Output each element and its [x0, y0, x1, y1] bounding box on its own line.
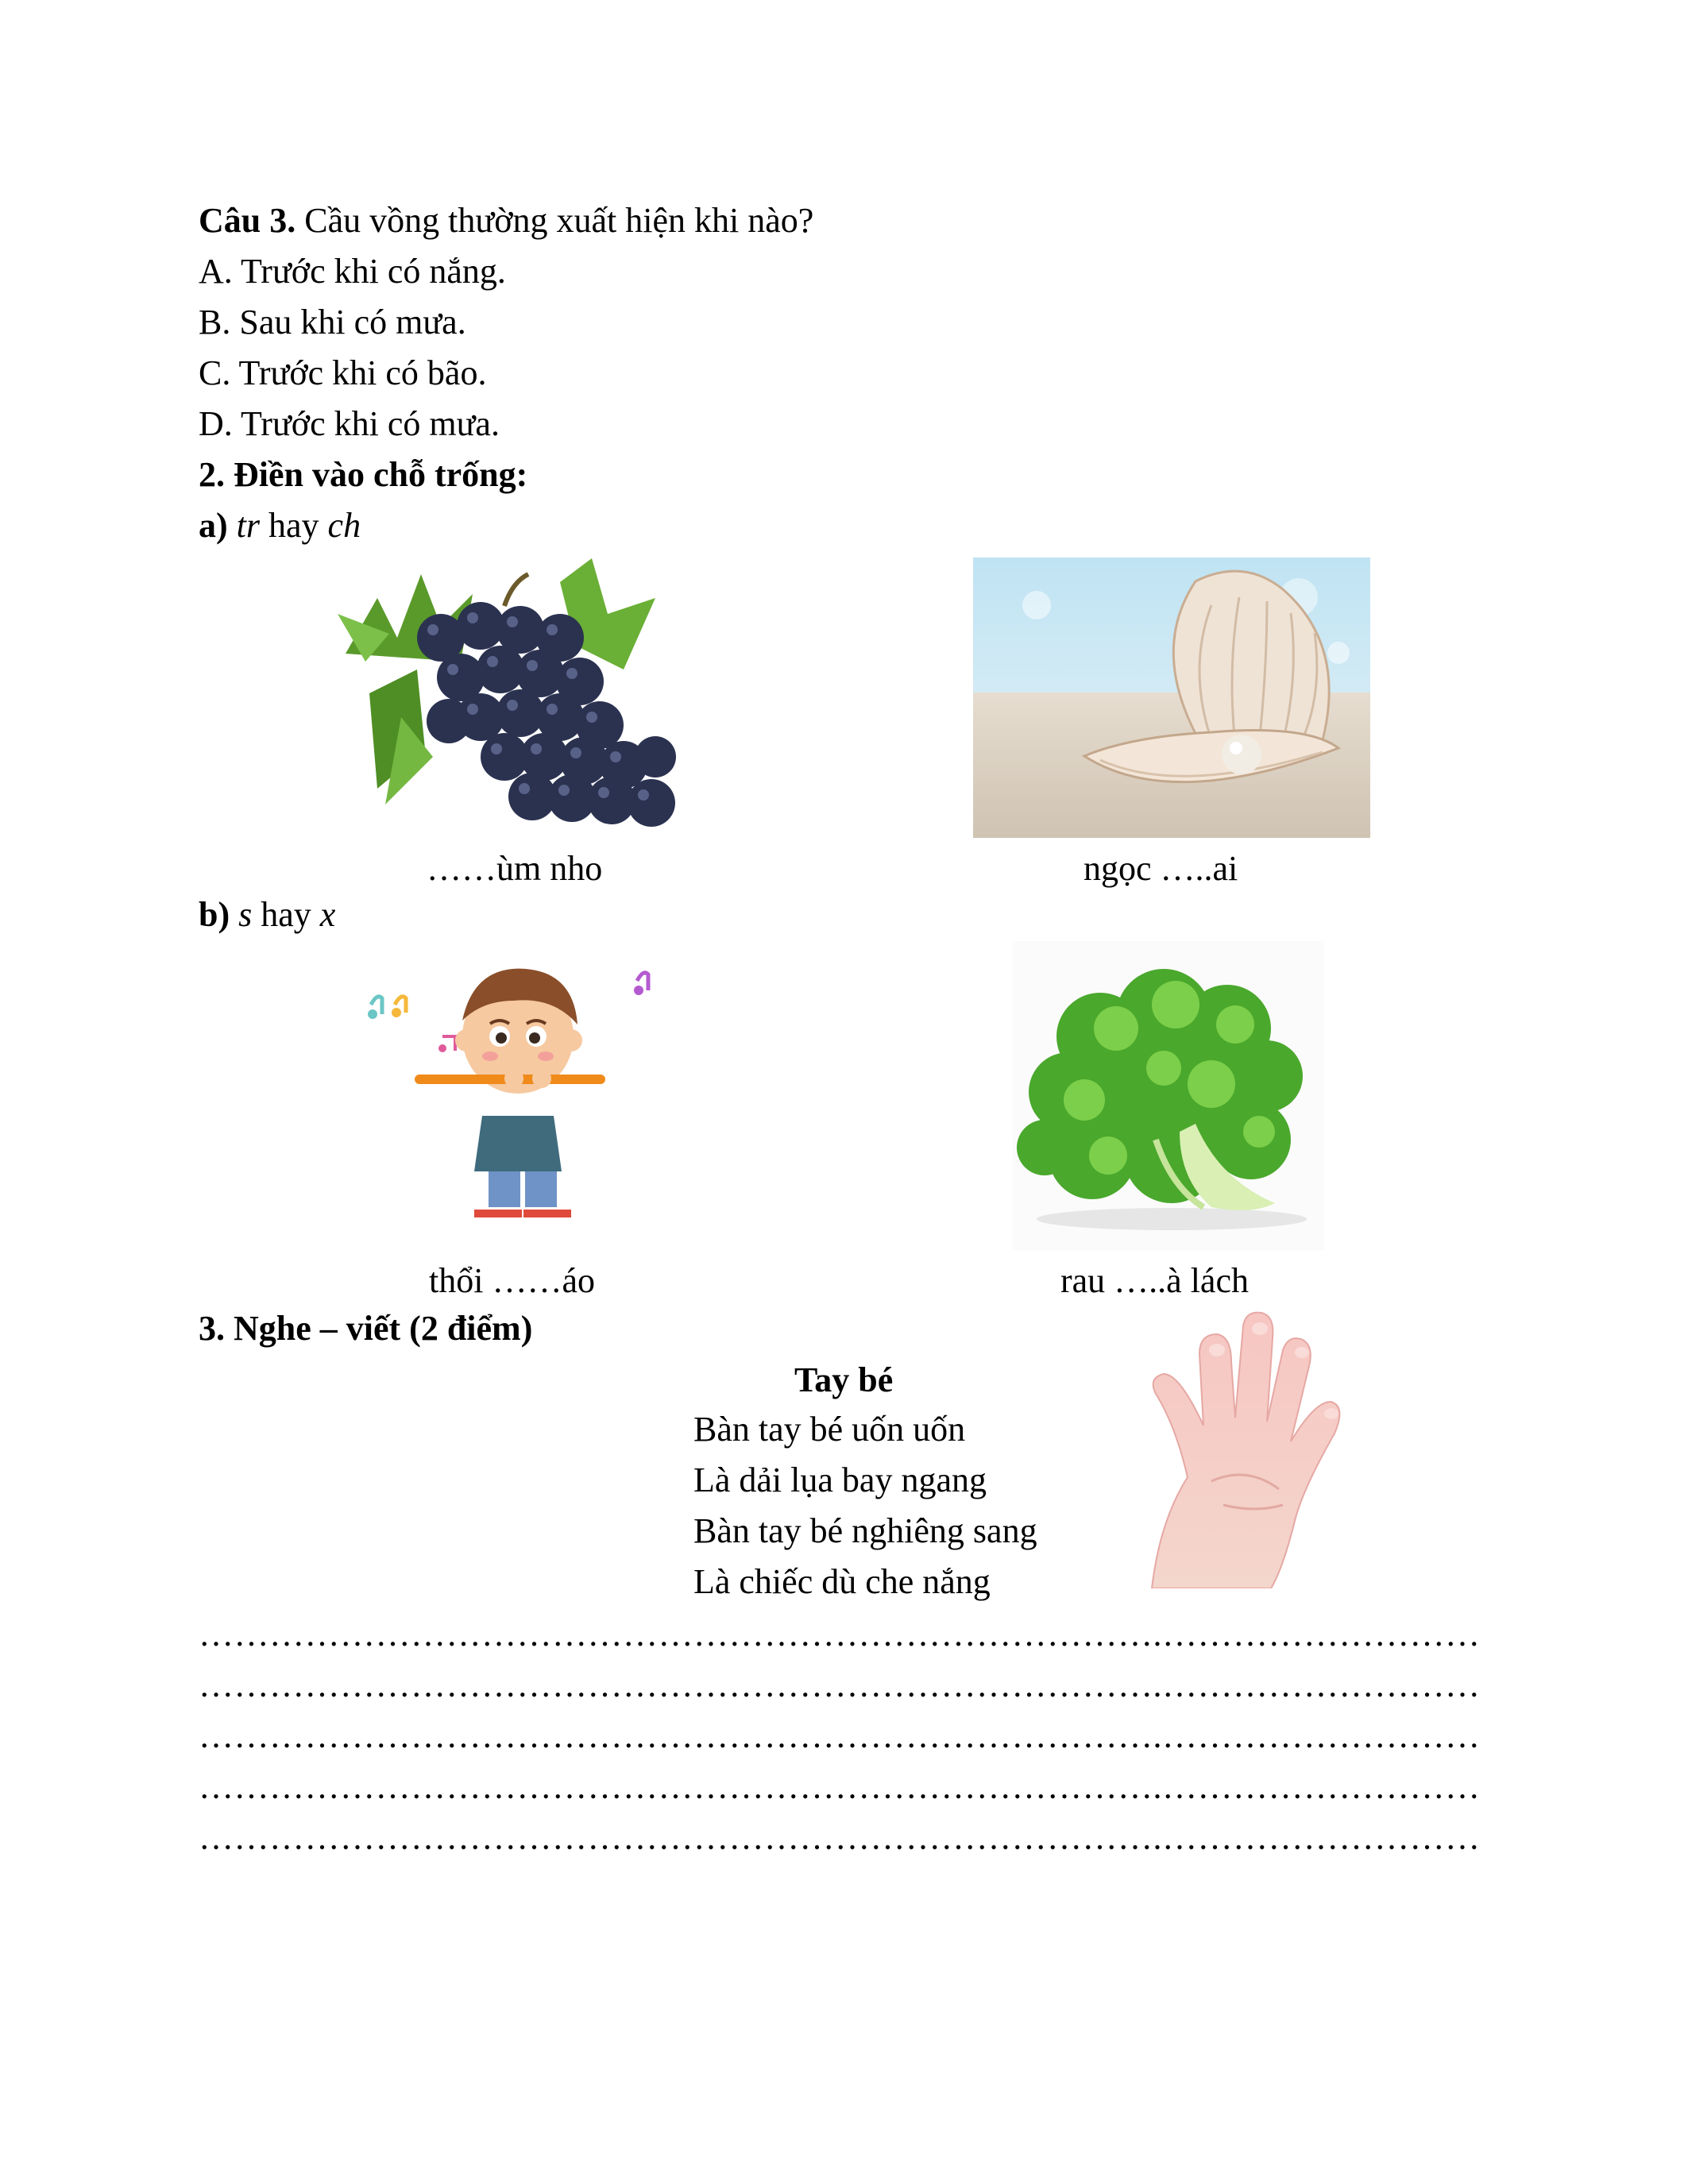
poem-line-2: Là dải lụa bay ngang	[693, 1461, 987, 1499]
boy-flute-image	[355, 957, 669, 1219]
poem-line-1: Bàn tay bé uốn uốn	[693, 1410, 966, 1449]
pearl-shell-image	[973, 558, 1370, 838]
writing-line-4: ……………………………………………………………………….………………………	[199, 1767, 1481, 1806]
part-b-opt2: x	[319, 895, 336, 934]
caption-boy: thổi ……áo	[429, 1261, 595, 1300]
writing-line-5: ……………………………………………………………………….………………………	[199, 1818, 1481, 1857]
part-a-mid: hay	[260, 506, 328, 545]
part-b-heading	[199, 893, 335, 937]
part-b-opt1: s	[238, 895, 253, 934]
part-a-label: a)	[199, 506, 228, 545]
question-label: Câu 3.	[199, 201, 296, 240]
question-3	[199, 199, 813, 243]
option-b: B. Sau khi có mưa.	[199, 303, 466, 341]
writing-line-2: ……………………………………………………………………….………………………	[199, 1665, 1481, 1704]
option-c: C. Trước khi có bão.	[199, 353, 487, 392]
part-b-label: b)	[199, 895, 230, 934]
caption-pearl: ngọc …..ai	[1083, 849, 1238, 888]
section-2-title: 2. Điền vào chỗ trống:	[199, 455, 528, 494]
writing-line-1: ……………………………………………………………………….………………………	[199, 1615, 1481, 1653]
lettuce-image	[1013, 941, 1324, 1251]
part-a-opt2: ch	[327, 506, 361, 545]
option-d: D. Trước khi có mưa.	[199, 404, 500, 443]
grapes-image	[322, 550, 711, 830]
writing-line-3: ……………………………………………………………………….………………………	[199, 1716, 1481, 1755]
baby-hand-image	[1144, 1306, 1346, 1588]
section-3-title: 3. Nghe – viết (2 điểm)	[199, 1309, 533, 1348]
poem-line-3: Bàn tay bé nghiêng sang	[693, 1511, 1037, 1550]
poem-title: Tay bé	[794, 1360, 894, 1399]
part-a-opt1: tr	[236, 506, 261, 545]
part-b-mid: hay	[252, 895, 320, 934]
part-a-heading	[199, 504, 361, 548]
poem-line-4: Là chiếc dù che nắng	[693, 1562, 991, 1601]
caption-grapes: ……ùm nho	[427, 849, 603, 888]
option-a: A. Trước khi có nắng.	[199, 252, 506, 291]
question-text: Cầu vồng thường xuất hiện khi nào?	[304, 201, 814, 240]
caption-lettuce: rau …..à lách	[1060, 1261, 1249, 1300]
